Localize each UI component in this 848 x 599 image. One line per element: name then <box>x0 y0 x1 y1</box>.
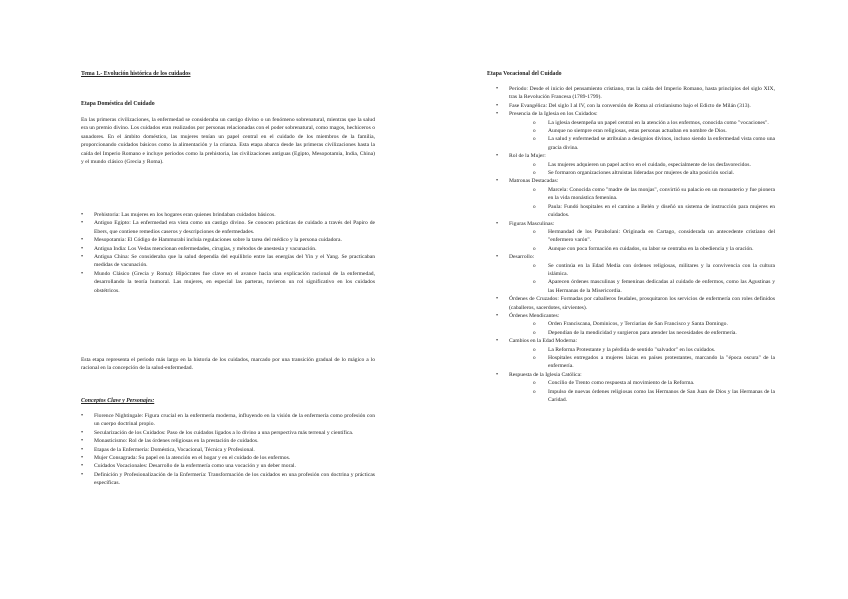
list-item: • Respuesta de la Iglesia Católica: o Concilio de Trento como respuesta al movimiento de la Reforma. o Impulso de nuevas órdenes religiosas como las Hermanos de San Juan de Dios y las Hermanas de la Caridad. <box>509 371 775 405</box>
domestic-stage-list <box>94 211 375 295</box>
list-item: • Monasticismo: Rol de las órdenes religiosas en la prestación de cuidados. <box>94 437 375 445</box>
list-item: • Presencia de la Iglesia en los Cuidados: o La iglesia desempeña un papel central en la atención a los enfermos, conocida como "vocaciones". o Aunque no siempre eran religiosas, estas personas actuaban en nombre de Dios. o La salud y enfermedad se atribuían a designios divinos, incluso siendo la enfermedad vista como una gracia divina. <box>509 110 775 152</box>
sub-list-item: o Paula: Fundó hospitales en el camino a Belén y diseñó un sistema de instrucción para mujeres en cuidados. <box>509 203 775 220</box>
list-item: • Mesopotamia: El Código de Hammurabi incluía regulaciones sobre la tarea del médico y la persona cuidadora. <box>94 236 375 244</box>
list-item: • Prehistoria: Las mujeres en los hogares eran quienes brindaban cuidados básicos. <box>94 211 375 219</box>
page-title: Tema 1.- Evolución histórica de los cuidados <box>81 71 191 77</box>
sub-list-item: o Marcela: Conocida como "madre de las monjas", convirtió su palacio en un monasterio y fue pionera en la vida monástica femenina. <box>509 186 775 203</box>
sub-list-item: o Aunque no siempre eran religiosas, estas personas actuaban en nombre de Dios. <box>509 127 775 135</box>
summary-paragraph: Esta etapa representa el periodo más largo en la historia de los cuidados, marcado por una transición gradual de lo mágico a lo racional en la concepción de la salud-enfermedad. <box>81 357 375 372</box>
sub-list-item: o Se continúa en la Edad Media con órdenes religiosas, militares y la convivencia con la cultura islámica. <box>509 262 775 279</box>
list-item: • Desarrollo: o Se continúa en la Edad Media con órdenes religiosas, militares y la convivencia con la cultura islámica. o Aparecen órdenes masculinas y femeninas dedicadas al cuidado de enfermos, como las Agustinas y las Hermanas de la Misericordia. <box>509 253 775 295</box>
list-item: • Matronas Destacadas: o Marcela: Conocida como "madre de las monjas", convirtió su palacio en un monasterio y fue pionera en la vida monástica femenina. o Paula: Fundó hospitales en el camino a Belén y diseñó un sistema de instrucción para mujeres en cuidados. <box>509 177 775 219</box>
sub-list-item: o Orden Franciscana, Dominicos, y Terciarias de San Francisco y Santa Domingo. <box>509 320 775 328</box>
sub-list-item: o Impulso de nuevas órdenes religiosas como las Hermanos de San Juan de Dios y las Hermanas de la Caridad. <box>509 388 775 405</box>
list-item: • Secularización de los Cuidados: Paso de los cuidados ligados a lo divino a una perspectiva más terrenal y científica. <box>94 429 375 437</box>
list-item: • Etapas de la Enfermería: Doméstica, Vocacional, Técnica y Profesional. <box>94 446 375 454</box>
list-item: • Cambios en la Edad Moderna: o La Reforma Protestante y la pérdida de sentido "salvador" en los cuidados. o Hospitales entregados a mujeres laicas en países protestantes, marcando la "época oscura" de la enfermería. <box>509 337 775 371</box>
list-item: • Figuras Masculinas: o Hermandad de los Parabolani: Originada en Cartago, considerada un antecedente cristiano del "enfermero varón". o Aunque con poca formación en cuidados, su labor se centraba en la obediencia y la oración. <box>509 220 775 254</box>
sub-list-item: o Hermandad de los Parabolani: Originada en Cartago, considerada un antecedente cristiano del "enfermero varón". <box>509 228 775 245</box>
key-concepts-heading: Conceptos Clave y Personajes: <box>81 398 155 404</box>
list-item: • Antigua China: Se consideraba que la salud dependía del equilibrio entre las energías del Yin y el Yang. Se practicaban medidas de vacunación. <box>94 253 375 270</box>
key-concepts-list <box>94 412 375 488</box>
list-item: • Cuidados Vocacionales: Desarrollo de la enfermería como una vocación y un deber moral. <box>94 462 375 470</box>
sub-list-item: o Dependían de la mendicidad y surgieron para atender las necesidades de enfermería. <box>509 329 775 337</box>
list-item: • Fase Evangélica: Del siglo I al IV, con la conversión de Roma al cristianismo bajo el Edicto de Milán (313). <box>509 102 775 110</box>
sub-list-item: o Concilio de Trento como respuesta al movimiento de la Reforma. <box>509 379 775 387</box>
list-item: • Órdenes Mendicantes: o Orden Franciscana, Dominicos, y Terciarias de San Francisco y Santa Domingo. o Dependían de la mendicidad y surgieron para atender las necesidades de enfermería. <box>509 312 775 337</box>
list-item: • Florence Nightingale: Figura crucial en la enfermería moderna, influyendo en la visión de la enfermería como profesión con un cuerpo doctrinal propio. <box>94 412 375 429</box>
sub-list-item: o Se formaron organizaciones altruistas lideradas por mujeres de alta posición social. <box>509 169 775 177</box>
list-item: • Órdenes de Cruzados: Formadas por caballeros feudales, prosquitaron los servicios de enfermería con roles definidos (caballeros, sacerdotes, sirvientes). <box>509 295 775 312</box>
list-item: • Antiguo Egipto: La enfermedad era vista como un castigo divino. Se conocen prácticas de cuidado a través del Papiro de Ebers, que contiene remedios caseros y descripciones de enfermedades. <box>94 219 375 236</box>
vocational-stage-list <box>509 85 775 404</box>
sub-list-item: o La Reforma Protestante y la pérdida de sentido "salvador" en los cuidados. <box>509 346 775 354</box>
sub-list-item: o Las mujeres adquieren un papel activo en el cuidado, especialmente de los desfavorecidos. <box>509 161 775 169</box>
list-item: • Definición y Profesionalización de la Enfermería: Transformación de los cuidados en una profesión con doctrina y prácticas específicas. <box>94 471 375 488</box>
list-item: • Mujer Consagrada: Su papel en la atención en el hogar y en el cuidado de los enfermos. <box>94 454 375 462</box>
list-item: • Periodo: Desde el inicio del pensamiento cristiano, tras la caída del Imperio Romano, hasta principios del siglo XIX, tras la Revolución Francesa (1789-1799). <box>509 85 775 102</box>
vocational-stage-heading: Etapa Vocacional del Cuidado <box>487 71 562 77</box>
sub-list-item: o Aparecen órdenes masculinas y femeninas dedicadas al cuidado de enfermos, como las Agustinas y las Hermanas de la Misericordia. <box>509 278 775 295</box>
list-item: • Mundo Clásico (Grecia y Roma): Hipócrates fue clave en el avance hacia una explicación racional de la enfermedad, desarrollando la teoría humoral. Las mujeres, en especial las parteras, tuvieron un rol significativo en los cuidados obstétricos. <box>94 270 375 295</box>
sub-list-item: o Hospitales entregados a mujeres laicas en países protestantes, marcando la "época oscura" de la enfermería. <box>509 354 775 371</box>
domestic-stage-heading: Etapa Doméstica del Cuidado <box>81 101 155 107</box>
sub-list-item: o Aunque con poca formación en cuidados, su labor se centraba en la obediencia y la oración. <box>509 245 775 253</box>
domestic-stage-paragraph: En las primeras civilizaciones, la enfermedad se consideraba un castigo divino o un fenómeno sobrenatural, mientras que la salud era un premio divino. Los cuidados eran realizados por personas relacionadas con el poder sobrenatural, como magos, hechiceros o sanadores. En el ámbito doméstico, las mujeres tenían un papel central en el cuidado de los miembros de la familia, proporcionando cuidados básicos como la alimentación y la crianza. Esta etapa abarca desde las primeras civilizaciones hasta la caída del Imperio Romano e incluye periodos como la prehistoria, las civilizaciones antiguas (Egipto, Mesopotamia, India, China) y el mundo clásico (Grecia y Roma). <box>81 117 375 166</box>
sub-list-item: o La salud y enfermedad se atribuían a designios divinos, incluso siendo la enfermedad vista como una gracia divina. <box>509 135 775 152</box>
list-item: • Rol de la Mujer: o Las mujeres adquieren un papel activo en el cuidado, especialmente de los desfavorecidos. o Se formaron organizaciones altruistas lideradas por mujeres de alta posición social. <box>509 152 775 177</box>
list-item: • Antigua India: Los Vedas mencionan enfermedades, cirugías, y métodos de anestesia y vacunación. <box>94 245 375 253</box>
sub-list-item: o La iglesia desempeña un papel central en la atención a los enfermos, conocida como "vocaciones". <box>509 119 775 127</box>
